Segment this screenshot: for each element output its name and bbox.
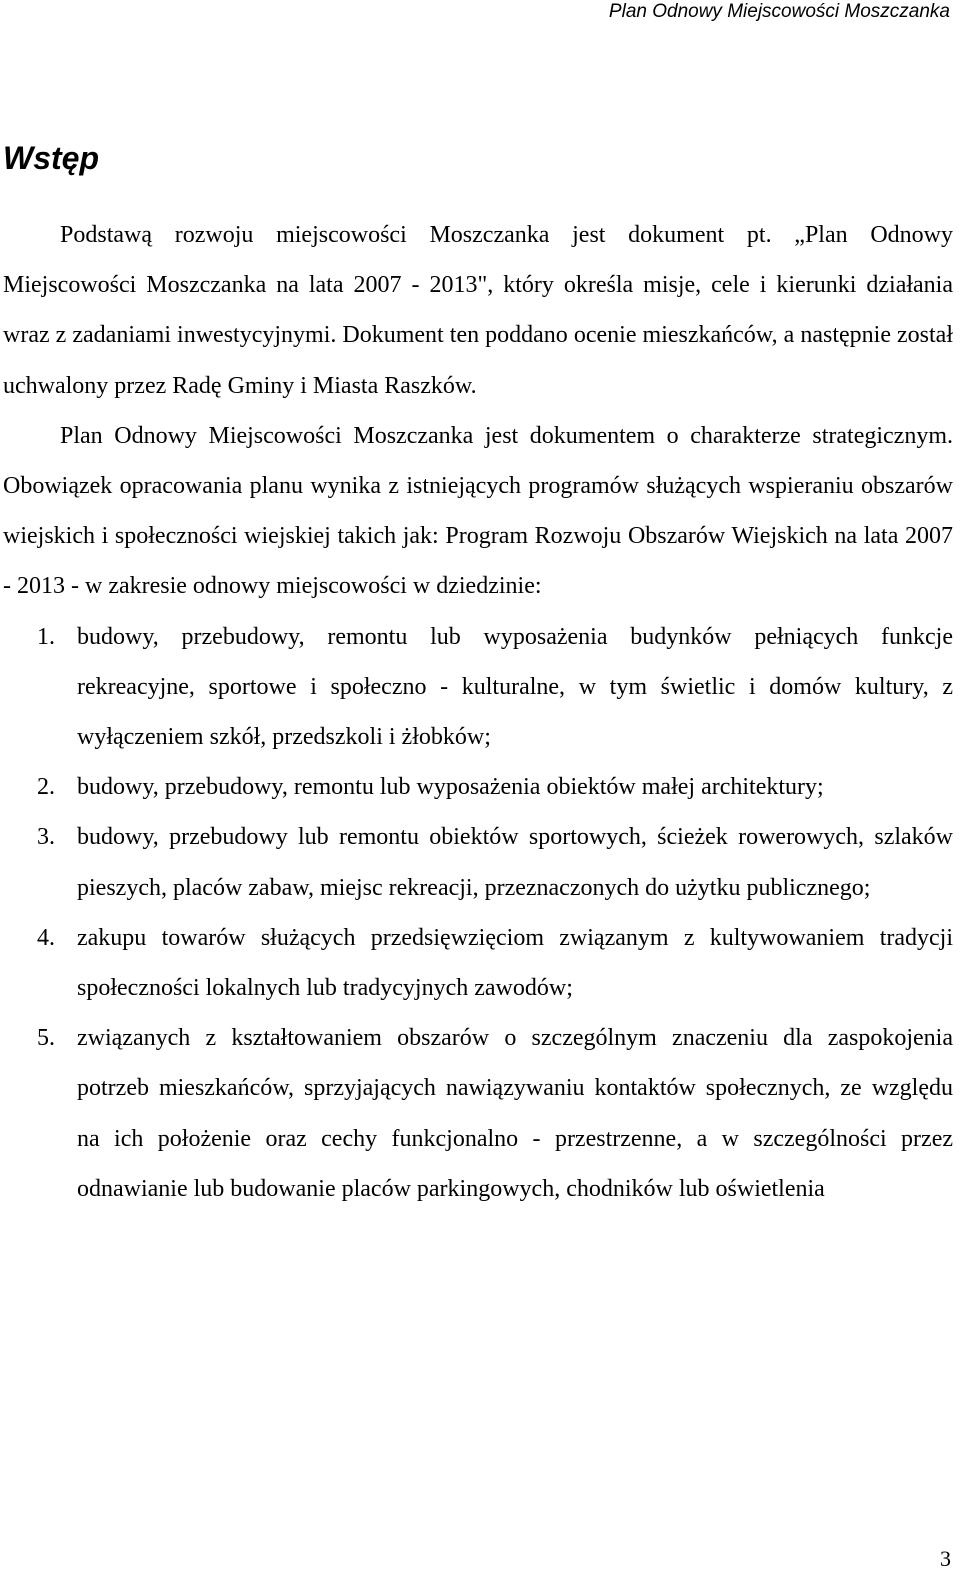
list-item-text: budowy, przebudowy, remontu lub wyposażenia obiektów małej architektury; xyxy=(77,774,824,801)
running-header-title: Plan Odnowy Miejscowości Moszczanka xyxy=(608,1,950,22)
list-item xyxy=(3,762,953,812)
list-item-text: budowy, przebudowy, remontu lub wyposażenia budynków pełniących funkcje rekreacyjne, sportowe i społeczno - kulturalne, w tym świetlic i domów kultury, z wyłączeniem szkół, przedszkoli i żłobków; xyxy=(77,623,953,751)
list-item-text: związanych z kształtowaniem obszarów o szczególnym znaczeniu dla zaspokojenia potrzeb mieszkańców, sprzyjających nawiązywaniu kontaktów społecznych, ze względu na ich położenie oraz cechy funkcjonalno - przestrzenne, a w szczególności przez odnawianie lub budowanie placów parkingowych, chodników lub oświetlenia xyxy=(77,1025,953,1202)
list-item-number: 2. xyxy=(37,774,55,801)
intro-paragraph: Podstawą rozwoju miejscowości Moszczanka jest dokument pt. „Plan Odnowy Miejscowości Moszczanka na lata 2007 - 2013", który określa misje, cele i kierunki działania wraz z zadaniami inwestycyjnymi. Dokument ten poddano ocenie mieszkańców, a następnie został uchwalony przez Radę Gminy i Miasta Raszków. xyxy=(3,222,953,399)
list-item-text: zakupu towarów służących przedsięwzięciom związanym z kultywowaniem tradycji społeczności lokalnych lub tradycyjnych zawodów; xyxy=(77,924,953,1002)
list-item-number: 1. xyxy=(37,623,55,650)
list-item-number: 4. xyxy=(37,924,55,951)
page-number: 3 xyxy=(940,1546,951,1571)
section-title: Wstęp xyxy=(3,140,99,176)
strategy-paragraph: Plan Odnowy Miejscowości Moszczanka jest dokumentem o charakterze strategicznym. Obowiązek opracowania planu wynika z istniejących programów służących wspieraniu obszarów wiejskich i społeczności wiejskiej takich jak: Program Rozwoju Obszarów Wiejskich na lata 2007 - 2013 - w zakresie odnowy miejscowości w dziedzinie: xyxy=(3,422,953,600)
list-item-number: 3. xyxy=(37,824,55,851)
list-item xyxy=(3,913,953,1013)
list-item xyxy=(3,1013,953,1214)
list-item xyxy=(3,612,953,763)
document-body xyxy=(3,132,953,1214)
list-item-text: budowy, przebudowy lub remontu obiektów sportowych, ścieżek rowerowych, szlaków pieszych, placów zabaw, miejsc rekreacji, przeznaczonych do użytku publicznego; xyxy=(77,824,953,901)
list-item xyxy=(3,812,953,912)
domain-list xyxy=(3,612,953,1214)
list-item-number: 5. xyxy=(37,1025,55,1052)
